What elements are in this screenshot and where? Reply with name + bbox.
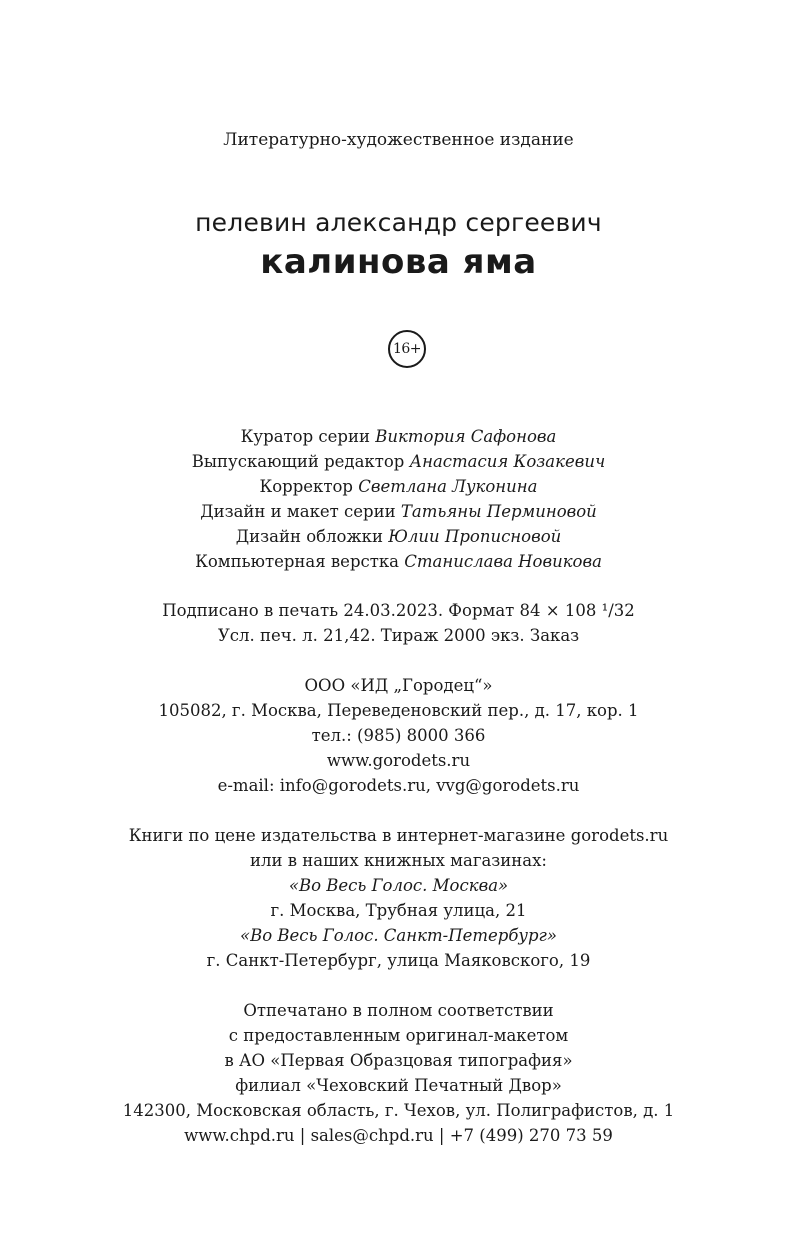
print-run-line: Усл. печ. л. 21,42. Тираж 2000 экз. Заказ	[217, 626, 580, 645]
printing-block	[0, 998, 797, 1148]
printing-line: Отпечатано в полном соответствии	[243, 1001, 554, 1020]
publisher-block	[0, 673, 797, 798]
printing-address: 142300, Московская область, г. Чехов, ул. Полиграфистов, д. 1	[122, 1101, 675, 1120]
shops-block	[0, 823, 797, 973]
credit-role: Куратор серии	[240, 427, 370, 446]
edition-type: Литературно-художественное издание	[223, 130, 574, 150]
publisher-website: www.gorodets.ru	[326, 751, 471, 770]
credit-line	[0, 449, 797, 474]
publisher-email: e-mail: info@gorodets.ru, vvg@gorodets.ru	[217, 776, 580, 795]
credit-line	[0, 424, 797, 449]
age-rating-badge: 16+	[388, 330, 426, 368]
book-title: калинова яма	[260, 242, 537, 282]
credit-person: Виктория Сафонова	[375, 427, 557, 446]
printing-line: филиал «Чеховский Печатный Двор»	[235, 1076, 562, 1095]
store-spb-name: «Во Весь Голос. Санкт-Петербург»	[240, 926, 557, 945]
credit-role: Выпускающий редактор	[191, 452, 405, 471]
credits-block	[0, 424, 797, 574]
credit-person: Татьяны Перминовой	[400, 502, 597, 521]
credit-line	[0, 524, 797, 549]
shops-intro-2: или в наших книжных магазинах:	[250, 851, 547, 870]
credit-role: Дизайн и макет серии	[200, 502, 396, 521]
credit-role: Компьютерная верстка	[195, 552, 400, 571]
author-name: пелевин александр сергеевич	[195, 208, 602, 237]
store-moscow-address: г. Москва, Трубная улица, 21	[270, 901, 527, 920]
credit-line	[0, 474, 797, 499]
store-moscow-name: «Во Весь Голос. Москва»	[288, 876, 509, 895]
credit-person: Анастасия Козакевич	[409, 452, 606, 471]
publisher-phone: тел.: (985) 8000 366	[311, 726, 486, 745]
publisher-name: ООО «ИД „Городец“»	[304, 676, 493, 695]
credit-person: Юлии Прописновой	[388, 527, 562, 546]
credit-role: Корректор	[259, 477, 353, 496]
publisher-address: 105082, г. Москва, Переведеновский пер., д. 17, кор. 1	[158, 701, 639, 720]
credit-person: Светлана Луконина	[358, 477, 538, 496]
store-spb-address: г. Санкт-Петербург, улица Маяковского, 19	[206, 951, 591, 970]
print-signed-line: Подписано в печать 24.03.2023. Формат 84 × 108 ¹/32	[162, 601, 635, 620]
printing-line: в АО «Первая Образцовая типография»	[224, 1051, 573, 1070]
printing-contacts: www.chpd.ru | sales@chpd.ru | +7 (499) 270 73 59	[184, 1126, 613, 1145]
credit-role: Дизайн обложки	[235, 527, 383, 546]
credit-line	[0, 549, 797, 574]
shops-intro: Книги по цене издательства в интернет-магазине gorodets.ru	[128, 826, 669, 845]
credit-person: Станислава Новикова	[404, 552, 602, 571]
print-info-block	[0, 598, 797, 648]
printing-line: с предоставленным оригинал-макетом	[228, 1026, 569, 1045]
credit-line	[0, 499, 797, 524]
